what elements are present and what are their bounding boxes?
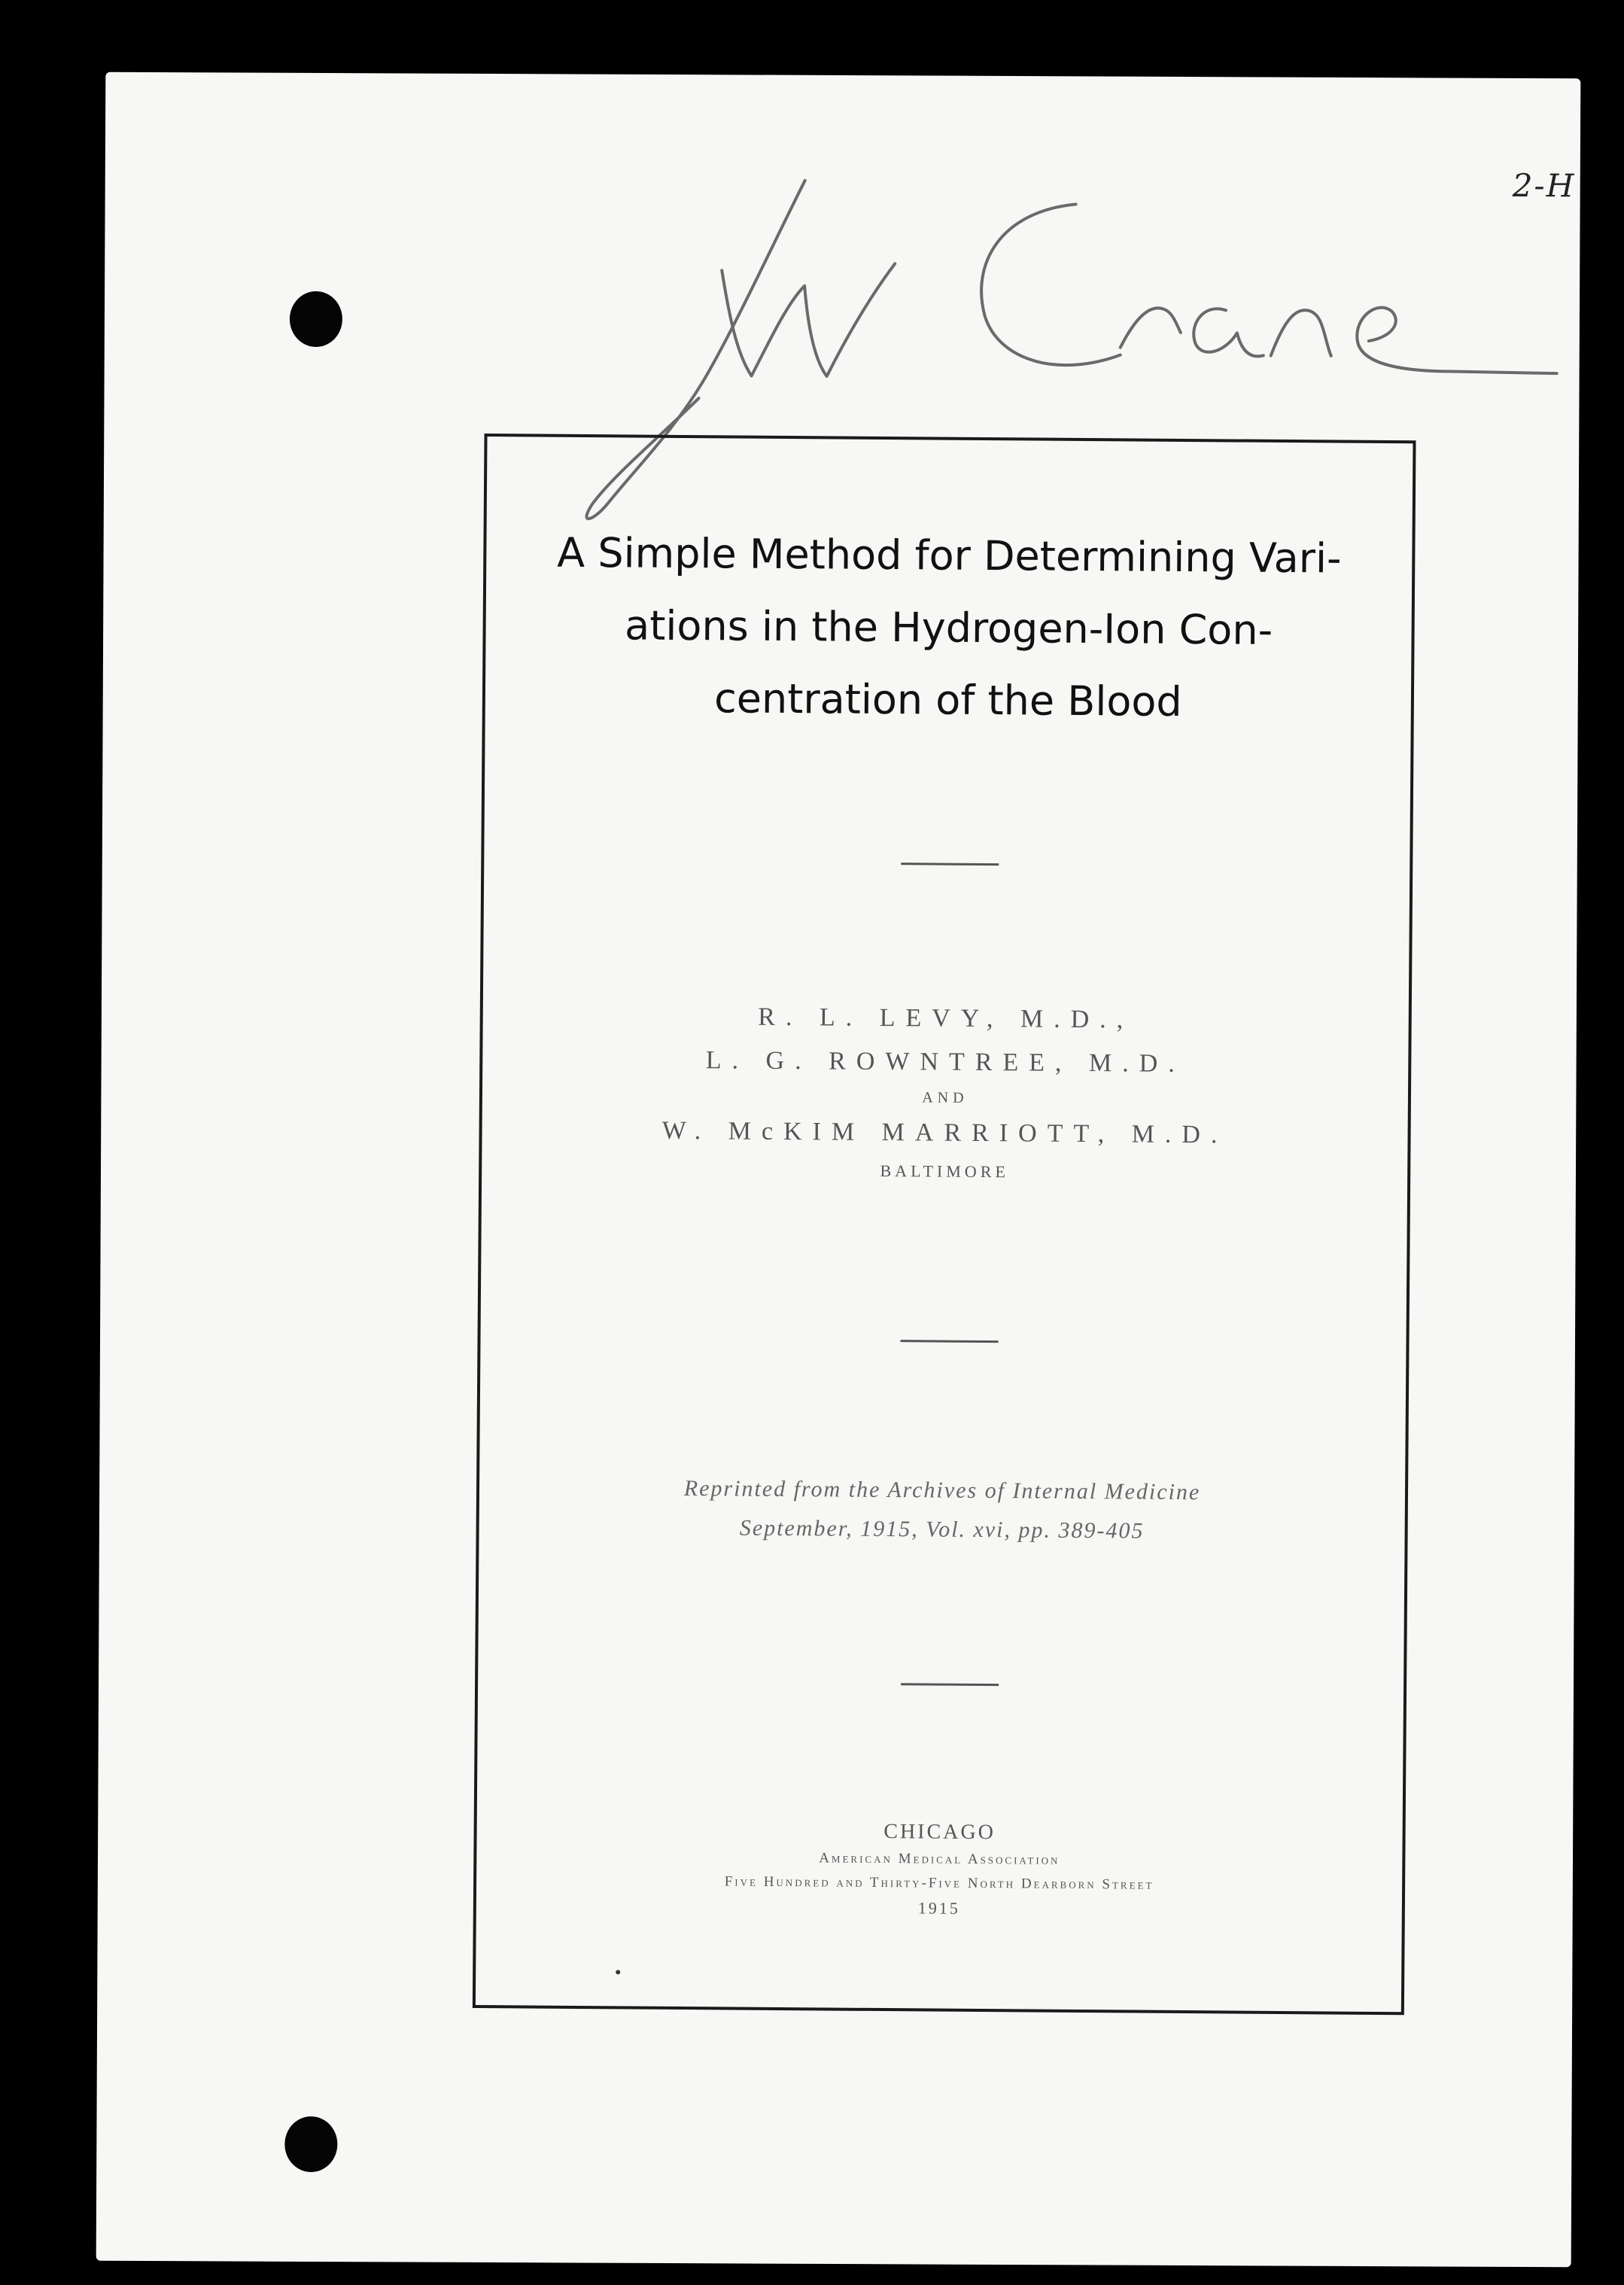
divider-rule	[901, 1683, 999, 1686]
title-line-3: centration of the Blood	[713, 674, 1182, 726]
imprint-year: 1915	[917, 1898, 960, 1918]
author-city: BALTIMORE	[880, 1161, 1009, 1182]
author-2: L. G. ROWNTREE, M.D.	[705, 1046, 1185, 1079]
document-page	[96, 72, 1581, 2268]
author-3: W. McKIM MARRIOTT, M.D.	[661, 1116, 1228, 1149]
reprint-line-1: Reprinted from the Archives of Internal Medicine	[683, 1476, 1201, 1505]
author-block	[482, 993, 1409, 1191]
cover-frame	[473, 434, 1416, 2015]
title-line-2: ations in the Hydrogen-Ion Con-	[624, 601, 1273, 654]
reprint-note	[479, 1468, 1405, 1553]
reprint-line-2: September, 1915, Vol. xvi, pp. 389-405	[739, 1515, 1145, 1544]
divider-rule	[901, 863, 999, 866]
title-line-1: A Simple Method for Determining Vari-	[557, 528, 1342, 583]
imprint-address: Five Hundred and Thirty-Five North Dearborn Street	[724, 1873, 1154, 1893]
punch-hole-top	[290, 291, 342, 347]
publisher-imprint	[476, 1814, 1403, 1924]
imprint-place: CHICAGO	[883, 1820, 996, 1845]
document-title	[485, 516, 1413, 740]
author-conjunction: AND	[922, 1089, 969, 1106]
imprint-publisher: American Medical Association	[819, 1850, 1060, 1868]
divider-rule	[901, 1340, 999, 1343]
author-1: R. L. LEVY, M.D.,	[758, 1003, 1134, 1034]
paper-speck	[616, 1970, 620, 1974]
punch-hole-bottom	[284, 2116, 337, 2172]
corner-annotation: 2-H	[1512, 166, 1576, 205]
